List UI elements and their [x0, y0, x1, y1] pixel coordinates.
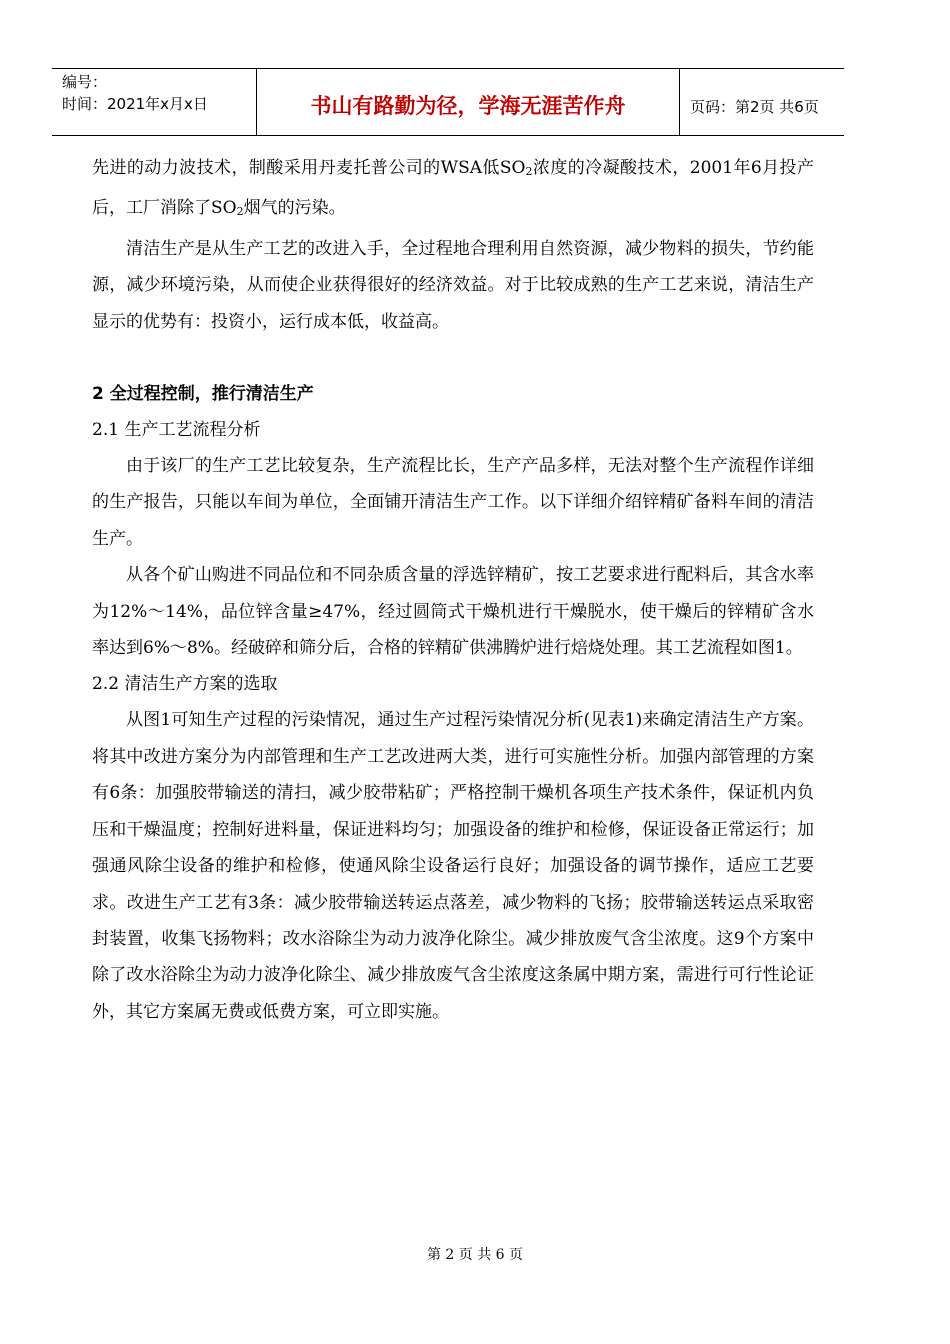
- header-motto: 书山有路勤为径，学海无涯苦作舟: [256, 69, 680, 135]
- paragraph-1: [92, 150, 814, 231]
- paragraph-2: 清洁生产是从生产工艺的改进入手，全过程地合理利用自然资源，减少物料的损失，节约能源，减少环境污染，从而使企业获得很好的经济效益。对于比较成熟的生产工艺来说，清洁生产显示的优势有：投资小，运行成本低，收益高。: [92, 238, 814, 332]
- header-meta: [52, 69, 256, 135]
- subscript-1: 2: [525, 165, 533, 178]
- section-2-heading: 2 全过程控制，推行清洁生产: [92, 384, 314, 405]
- document-body: [92, 150, 814, 1030]
- page-header: [52, 68, 844, 136]
- page-footer: 第 2 页 共 6 页: [426, 1247, 524, 1263]
- section-2-2-heading: 2.2 清洁生产方案的选取: [92, 674, 278, 695]
- paragraph-1-text-a: 先进的动力波技术，制酸采用丹麦托普公司的WSA低SO: [92, 158, 526, 178]
- document-time-label: 时间：2021年x月x日: [62, 95, 208, 113]
- header-page-info: 页码：第2页 共6页: [690, 97, 819, 116]
- paragraph-3: 由于该厂的生产工艺比较复杂，生产流程比长，生产产品多样，无法对整个生产流程作详细的生产报告，只能以车间为单位，全面铺开清洁生产工作。以下详细介绍锌精矿备料车间的清洁生产。: [92, 456, 814, 549]
- subscript-2: 2: [236, 205, 244, 219]
- paragraph-5: 从图1可知生产过程的污染情况，通过生产过程污染情况分析(见表1)来确定清洁生产方案。将其中改进方案分为内部管理和生产工艺改进两大类，进行可实施性分析。加强内部管理的方案有6条：加强胶带输送的清扫，减少胶带粘矿；严格控制干燥机各项生产技术条件，保证机内负压和干燥温度；控制好进料量，保证进料均匀；加强设备的维护和检修，保证设备正常运行；加强通风除尘设备的维护和检修，使通风除尘设备运行良好；加强设备的调节操作，适应工艺要求。改进生产工艺有3条：减少胶带输送转运点落差，减少物料的飞扬；胶带输送转运点采取密封装置，收集飞扬物料；改水浴除尘为动力波净化除尘。减少排放废气含尘浓度。这9个方案中除了改水浴除尘为动力波净化除尘、减少排放废气含尘浓度这条属中期方案，需进行可行性论证外，其它方案属无费或低费方案，可立即实施。: [92, 710, 814, 1022]
- section-2-1-heading: 2.1 生产工艺流程分析: [92, 420, 261, 441]
- paragraph-1-text-c: 烟气的污染。: [243, 198, 346, 219]
- document-number-label: 编号：: [62, 73, 108, 91]
- paragraph-4: 从各个矿山购进不同品位和不同杂质含量的浮选锌精矿，按工艺要求进行配料后，其含水率为12%～14%，品位锌含量≥47%，经过圆筒式干燥机进行干燥脱水，使干燥后的锌精矿含水率达到6%～8%。经破碎和筛分后，合格的锌精矿供沸腾炉进行焙烧处理。其工艺流程如图1。: [92, 565, 814, 659]
- paragraph-1-text-b: 浓度的冷凝酸技术，2001年6月投产后，工厂消除了SO: [92, 158, 814, 219]
